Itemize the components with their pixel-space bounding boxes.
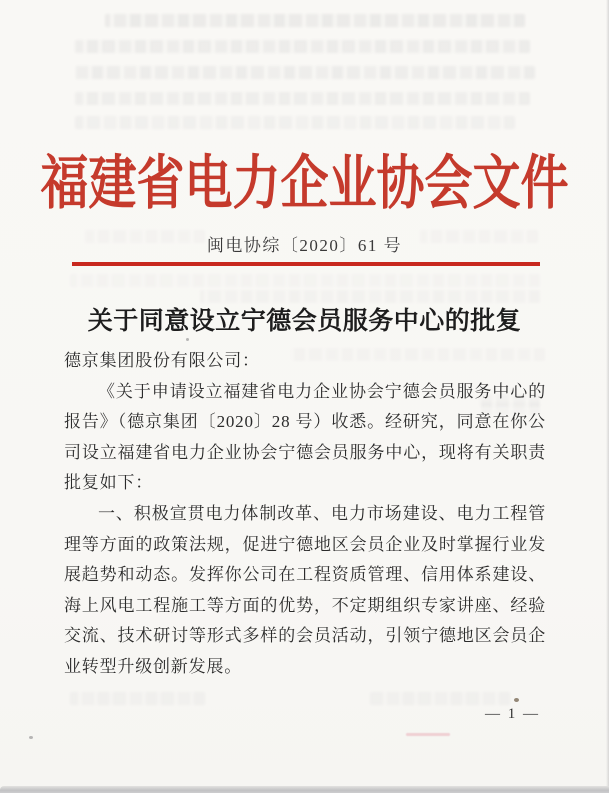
bleedthrough-artifact: [75, 116, 515, 129]
body-paragraph: 一、积极宣贯电力体制改革、电力市场建设、电力工程管理等方面的政策法规，促进宁德地区会员企业及时掌握行业发展趋势和动态。发挥你公司在工程资质管理、信用体系建设、海上风电工程施工等方面的优势，不定期组织专家讲座、经验交流、技术研讨等形式多样的会员活动，引领宁德地区会员企业转型升级创新发展。: [64, 503, 546, 676]
bleedthrough-artifact: [105, 14, 525, 27]
bleedthrough-artifact: [75, 66, 535, 79]
bleedthrough-artifact: [370, 692, 510, 705]
bleedthrough-artifact: [75, 40, 530, 53]
scan-speck: [514, 698, 519, 702]
scan-speck: [186, 338, 189, 341]
document-title: 关于同意设立宁德会员服务中心的批复: [87, 308, 522, 335]
letterhead-title: 福建省电力企业协会文件: [40, 151, 569, 217]
addressee-line: 德京集团股份有限公司：: [64, 351, 260, 370]
body-paragraph: 《关于申请设立福建省电力企业协会宁德会员服务中心的报告》（德京集团〔2020〕28 号）收悉。经研究，同意在你公司设立福建省电力企业协会宁德会员服务中心，现将有关职责批复如下：: [64, 381, 546, 493]
document-body: [64, 346, 546, 683]
letterhead-rule: [72, 262, 540, 266]
bleedthrough-artifact: [75, 92, 530, 105]
document-number: 闽电协综〔2020〕61 号: [206, 236, 403, 255]
scan-mark: [406, 733, 450, 736]
scan-speck: [29, 736, 33, 739]
page-number: — 1 —: [485, 706, 540, 722]
bleedthrough-artifact: [70, 274, 540, 287]
scan-edge-shadow: [0, 786, 609, 793]
bleedthrough-artifact: [70, 692, 205, 705]
